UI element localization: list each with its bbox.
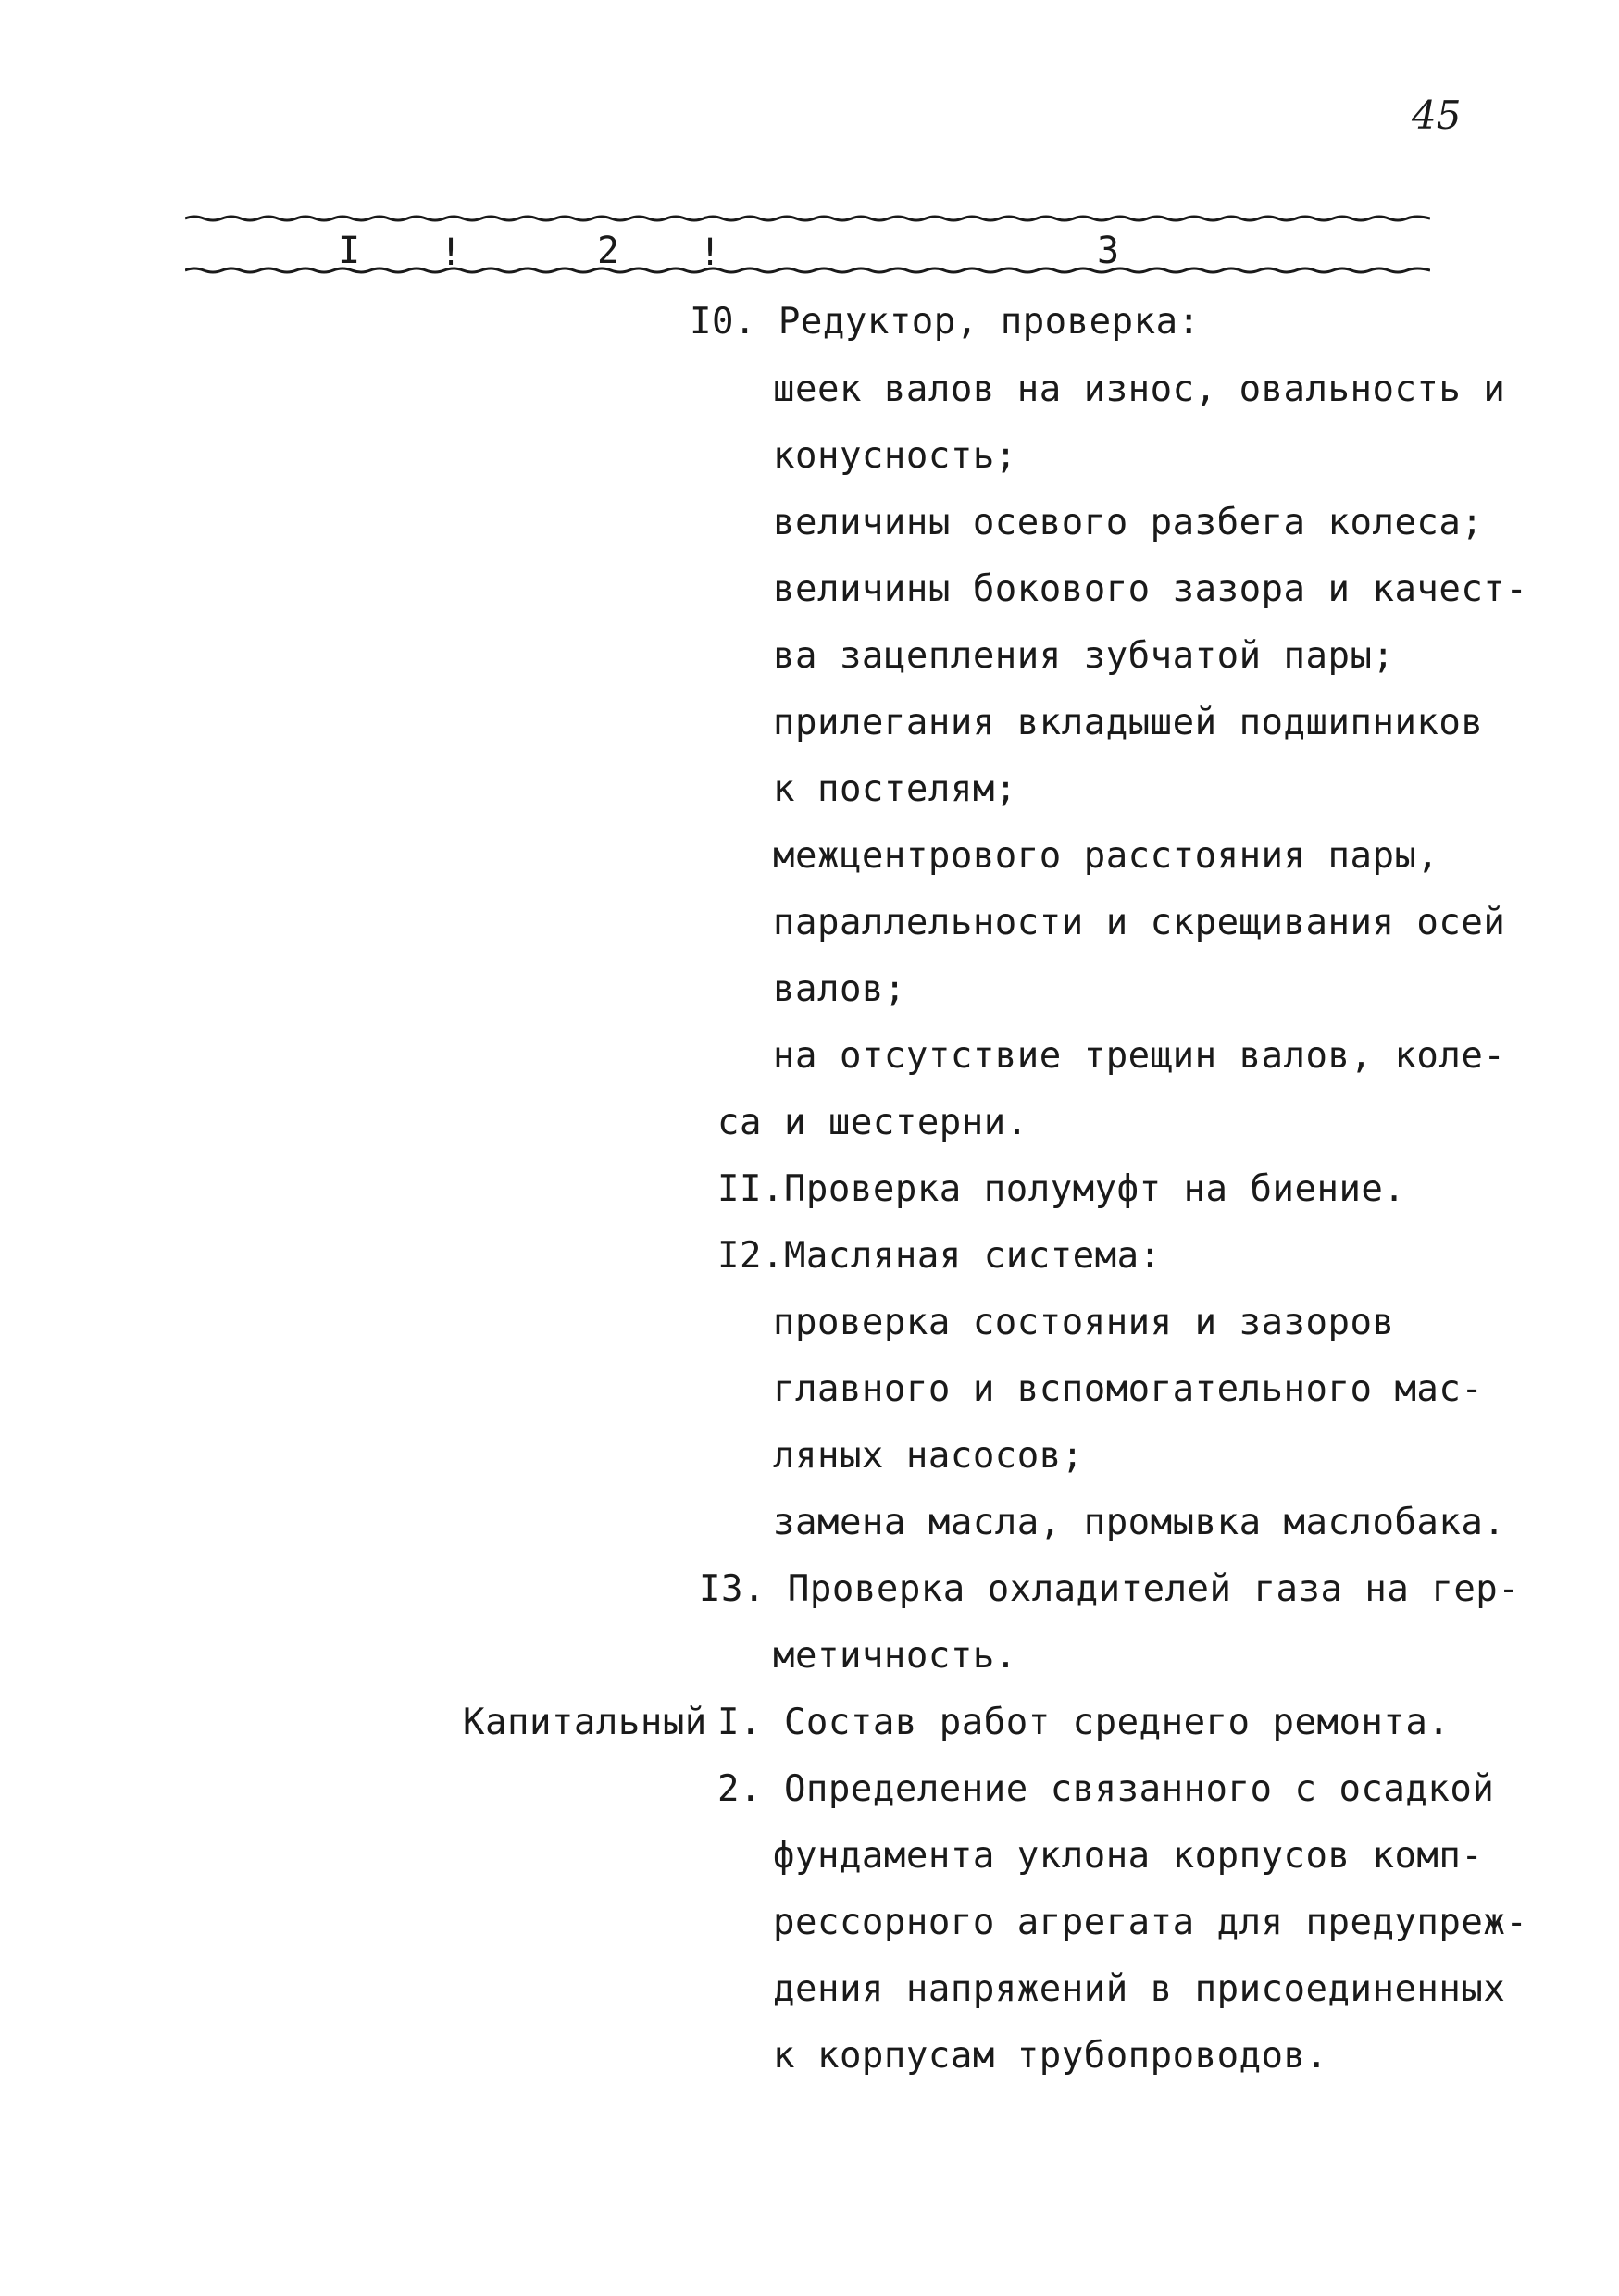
text-line: шеек валов на износ, овальность и bbox=[773, 368, 1506, 410]
item-13-heading: I3. Проверка охладителей газа на гер- bbox=[699, 1568, 1521, 1610]
text-line: к постелям; bbox=[773, 768, 1017, 810]
text-line: проверка состояния и зазоров bbox=[773, 1302, 1395, 1343]
text-line: межцентрового расстояния пары, bbox=[773, 835, 1439, 877]
text-line: дения напряжений в присоединенных bbox=[773, 1968, 1506, 2010]
text-line: ляных насосов; bbox=[773, 1435, 1084, 1477]
text-line: параллельности и скрещивания осей bbox=[773, 902, 1506, 943]
page-number: 45 bbox=[1412, 93, 1462, 138]
text-line: ва зацепления зубчатой пары; bbox=[773, 635, 1395, 677]
column-header-1: I bbox=[338, 230, 361, 272]
table-header-bottom-rule bbox=[185, 267, 1430, 272]
text-line: фундамента уклона корпусов комп- bbox=[773, 1835, 1484, 1877]
repair-type-label: Капитальный bbox=[463, 1702, 707, 1743]
capital-item-2: 2. Определение связанного с осадкой bbox=[717, 1768, 1495, 1810]
text-line: рессорного агрегата для предупреж- bbox=[773, 1902, 1528, 1943]
item-12-heading: I2.Масляная система: bbox=[717, 1235, 1162, 1277]
text-line: к корпусам трубопроводов. bbox=[773, 2035, 1328, 2077]
column-header-3: 3 bbox=[1097, 230, 1120, 272]
text-line: метичность. bbox=[773, 1635, 1017, 1677]
item-11-heading: II.Проверка полумуфт на биение. bbox=[717, 1168, 1406, 1210]
text-line: величины осевого разбега колеса; bbox=[773, 502, 1484, 543]
column-separator: ! bbox=[440, 231, 463, 274]
text-line: валов; bbox=[773, 968, 906, 1010]
text-line: са и шестерни. bbox=[717, 1102, 1028, 1143]
capital-item-1: I. Состав работ среднего ремонта. bbox=[717, 1702, 1451, 1743]
text-line: конусность; bbox=[773, 435, 1017, 477]
text-line: прилегания вкладышей подшипников bbox=[773, 702, 1484, 743]
table-header-top-rule bbox=[185, 215, 1430, 220]
item-10-heading: I0. Редуктор, проверка: bbox=[690, 301, 1201, 343]
text-line: главного и вспомогательного мас- bbox=[773, 1368, 1484, 1410]
text-line: величины бокового зазора и качест- bbox=[773, 568, 1528, 610]
text-line: на отсутствие трещин валов, коле- bbox=[773, 1035, 1506, 1077]
column-separator: ! bbox=[699, 231, 722, 274]
text-line: замена масла, промывка маслобака. bbox=[773, 1502, 1506, 1543]
column-header-2: 2 bbox=[597, 230, 620, 272]
